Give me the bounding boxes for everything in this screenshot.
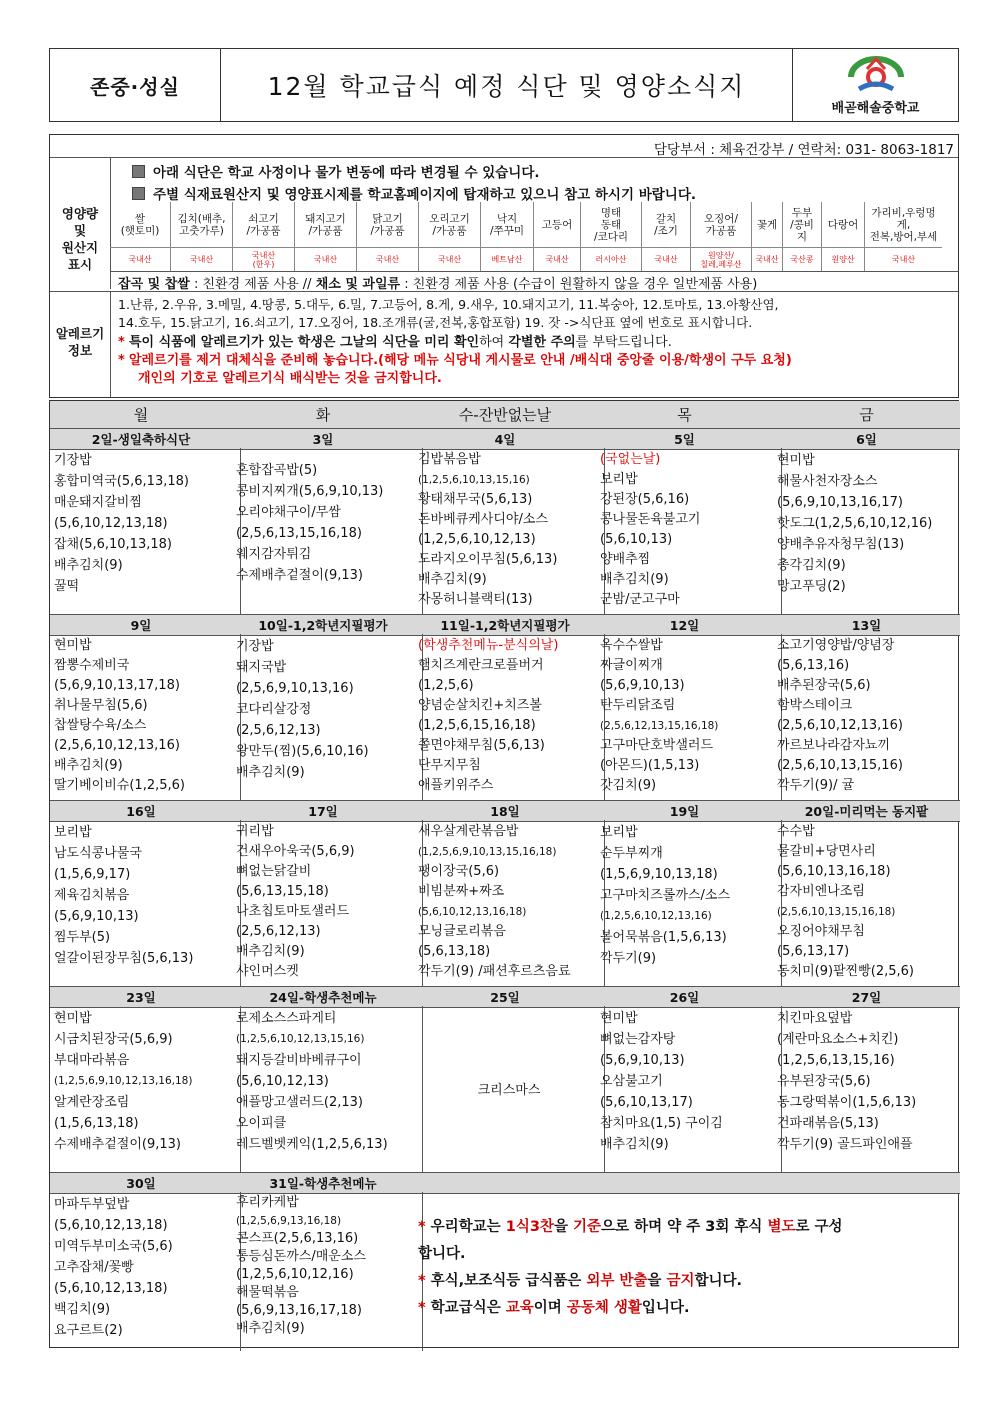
menu-item: 도라지오이무침(5,6,13)	[418, 552, 558, 567]
origin-column	[419, 202, 481, 271]
menu-item: 볼어묵볶음(1,5,6,13)	[600, 930, 727, 945]
date-header: 11일-1,2학년지필평가	[414, 614, 597, 636]
page-title: 12월 학교급식 예정 식단 및 영양소식지	[267, 72, 746, 101]
origin-column	[642, 202, 691, 271]
menu-cell	[232, 634, 423, 804]
origin-column	[865, 202, 942, 271]
menu-cell	[773, 820, 968, 990]
menu-item: 로제소스스파게티	[236, 1011, 337, 1026]
menu-cell	[596, 1006, 782, 1176]
menu-item: 갓김치(9)	[600, 778, 657, 793]
origin-country: 러시아산	[595, 255, 627, 264]
menu-item: 오이피클	[236, 1116, 287, 1131]
menu-item: 양념순살치킨+치즈볼	[418, 698, 542, 713]
menu-item: 수제배추겉절이(9,13)	[54, 1137, 181, 1152]
menu-item: 기장밥	[236, 639, 274, 654]
origin-column	[783, 202, 822, 271]
menu-item: 오징어야채무침	[777, 924, 865, 939]
menu-item: 배추김치(9)	[600, 572, 669, 587]
menu-item: (5,6,9,10,13,17,18)	[54, 678, 180, 693]
date-header: 2일-생일축하식단	[50, 428, 233, 450]
date-header: 20일-미리먹는 동지팥	[773, 800, 960, 822]
menu-cell	[232, 1192, 423, 1351]
menu-item: 양배추찜	[600, 552, 651, 567]
origin-country: 국내산 (한우)	[251, 250, 276, 269]
origin-item-name: 오리고기 /가공품	[419, 202, 480, 248]
menu-cell	[773, 634, 968, 804]
date-header	[596, 1172, 774, 1194]
menu-item: (2,5,6,10,12,13,16)	[777, 718, 903, 733]
menu-item: 깍두기(9) /패션후르츠음료	[418, 964, 571, 979]
menu-cell	[596, 820, 782, 990]
notice-origin-homepage: 주별 식재료원산지 및 영양표시제를 학교홈페이지에 탑재하고 있으니 참고 하시기 바랍니다.	[132, 183, 696, 203]
menu-item: 현미밥	[600, 1011, 638, 1026]
allergy-list-1: 1.난류, 2.우유, 3.메밀, 4.땅콩, 5.대두, 6.밀, 7.고등어, 8.게, 9.새우, 10.돼지고기, 11.복숭아, 12.토마토, 13.아황산염,	[118, 297, 779, 312]
date-header: 12일	[596, 614, 774, 636]
menu-item: 짜글이찌개	[600, 658, 663, 673]
origin-country: 원양산	[831, 255, 855, 264]
menu-item: (5,6,9,10,13)	[600, 678, 685, 693]
origin-item-name: 쇠고기 /가공품	[233, 202, 294, 248]
menu-item: 깍두기(9) 골드파인애플	[777, 1137, 913, 1152]
menu-item: (학생추천메뉴-분식의날)	[418, 638, 559, 653]
menu-item: 잡채(5,6,10,13,18)	[54, 537, 172, 552]
menu-item: 보리밥	[54, 825, 92, 840]
date-header: 9일	[50, 614, 233, 636]
menu-item: (2,5,6,9,10,13,16)	[236, 681, 354, 696]
menu-item: 웨지감자튀김	[236, 547, 312, 562]
menu-item: 매운돼지갈비찜	[54, 495, 142, 510]
allergy-list-2: 14.호두, 15.닭고기, 16.쇠고기, 17.오징어, 18.조개류(굴,전복,홍합포함) 19. 잣 ->식단표 옆에 번호로 표시합니다.	[118, 315, 753, 330]
origin-country: 국내산	[189, 255, 214, 264]
menu-item: 탄두리닭조림	[600, 698, 676, 713]
menu-item: (1,2,5,6,10,12,13,16)	[600, 910, 712, 922]
menu-cell	[414, 634, 605, 804]
menu-item: (5,6,10,12,13)	[236, 1074, 329, 1089]
menu-item: 치킨마요덮밥	[777, 1011, 853, 1026]
menu-cell	[232, 448, 423, 628]
menu-item: 배추김치(9)	[54, 558, 123, 573]
menu-item: (2,5,6,10,13,15,16)	[777, 758, 903, 773]
menu-cell	[50, 1006, 241, 1176]
menu-item: 망고푸딩(2)	[777, 579, 846, 594]
menu-item: 돼지등갈비바베큐구이	[236, 1053, 362, 1068]
weekday-header: 금	[773, 401, 960, 429]
menu-item: (5,6,9,13,16,17,18)	[236, 1303, 362, 1318]
menu-cell	[50, 1192, 241, 1351]
date-header: 16일	[50, 800, 233, 822]
department-contact: 담당부서 : 체육건강부 / 연락처: 031- 8063-1817	[653, 142, 954, 158]
menu-item: 해물떡볶음	[236, 1285, 299, 1300]
school-name: 배곧해솔중학교	[831, 100, 920, 116]
origin-item-name: 명태 동태 /코다리	[581, 202, 641, 248]
menu-item: (1,5,6,9,10,13,18)	[600, 867, 718, 882]
menu-item: 시금치된장국(5,6,9)	[54, 1032, 173, 1047]
menu-item: (2,5,6,12,13,15,16,18)	[600, 720, 719, 732]
menu-cell	[773, 1006, 968, 1176]
date-header: 27일	[773, 986, 960, 1008]
origin-table	[110, 202, 958, 271]
origin-item-name: 닭고기 /가공품	[357, 202, 418, 248]
school-notes	[418, 1214, 954, 1322]
origin-country: 원양산/ 칠레,페루산	[700, 250, 742, 269]
date-header: 4일	[414, 428, 597, 450]
menu-item: 옥수수쌀밥	[600, 638, 663, 653]
menu-item: 기장밥	[54, 453, 92, 468]
menu-item: (계란마요소스+치킨)	[777, 1032, 899, 1047]
menu-item: (2,5,6,10,12,13,16)	[54, 738, 180, 753]
menu-item: 알계란장조림	[54, 1095, 130, 1110]
menu-item: 오삼불고기	[600, 1074, 663, 1089]
menu-item: (5,6,9,10,13,16,17)	[777, 495, 903, 510]
menu-item: (5,6,13,16)	[777, 658, 850, 673]
menu-item: 팽이장국(5,6)	[418, 864, 500, 879]
menu-item: 배추김치(9)	[236, 1321, 305, 1336]
menu-item: 수제배추겉절이(9,13)	[236, 568, 363, 583]
menu-item: 딸기베이비슈(1,2,5,6)	[54, 778, 185, 793]
menu-item: (5,6,10,12,13,18)	[54, 1281, 168, 1296]
date-header	[773, 1172, 960, 1194]
menu-item: 김밥볶음밥	[418, 452, 481, 467]
menu-item: 마파두부덮밥	[54, 1197, 130, 1212]
menu-item: (2,5,6,10,13,15,16,18)	[777, 906, 896, 918]
menu-item: 배추김치(9)	[236, 765, 305, 780]
menu-cell	[414, 448, 605, 618]
menu-item: 물갈비+당면사리	[777, 844, 876, 859]
menu-item: 함박스테이크	[777, 698, 853, 713]
menu-item: 샤인머스켓	[236, 964, 299, 979]
menu-item: 배추된장국(5,6)	[777, 678, 871, 693]
school-emblem-icon	[841, 55, 911, 95]
weekday-header: 월	[50, 401, 233, 429]
menu-item: 콘스프(2,5,6,13,16)	[236, 1231, 359, 1246]
date-header: 6일	[773, 428, 960, 450]
menu-item: 단무지무침	[418, 758, 481, 773]
date-header: 19일	[596, 800, 774, 822]
origin-country: 국내산	[891, 255, 916, 264]
date-header: 5일	[596, 428, 774, 450]
info-section	[49, 134, 959, 398]
menu-item: (5,6,10,12,13,16,18)	[418, 906, 527, 918]
origin-column	[233, 202, 295, 271]
menu-item: 까르보나라감자뇨끼	[777, 738, 891, 753]
menu-item: 배추김치(9)	[54, 758, 123, 773]
eco-products-line: 잡곡 및 찹쌀 : 친환경 제품 사용 // 채소 및 과일류 : 친환경 제품 사용 (수급이 원활하지 않을 경우 일반제품 사용)	[118, 277, 758, 292]
origin-country: 국내산	[755, 255, 779, 264]
origin-column	[357, 202, 419, 271]
origin-column	[171, 202, 233, 271]
cube-bullet-icon	[132, 165, 145, 178]
allergy-label: 알레르기 정보	[55, 326, 105, 358]
menu-item: 코다리살강정	[236, 702, 312, 717]
menu-cell	[773, 448, 968, 618]
origin-country: 국내산	[437, 255, 462, 264]
menu-item: 참치마요(1,5) 구이김	[600, 1116, 723, 1131]
date-header: 10일-1,2학년지필평가	[232, 614, 415, 636]
menu-item: (5,6,10,12,13,18)	[54, 1218, 168, 1233]
menu-item: 남도식콩나물국	[54, 846, 142, 861]
menu-item: 짬뽕수제비국	[54, 658, 130, 673]
menu-item: (1,2,5,6,9,13,16,18)	[236, 1215, 342, 1227]
menu-item: (1,2,5,6,9,10,13,15,16,18)	[418, 846, 557, 858]
menu-item: 현미밥	[777, 453, 815, 468]
menu-item: 양배추유자청무침(13)	[777, 537, 905, 552]
date-header: 13일	[773, 614, 960, 636]
school-logo	[792, 49, 958, 121]
origin-item-name: 두부 /콩비 지	[783, 202, 821, 248]
menu-item: 고구마단호박샐러드	[600, 738, 714, 753]
origin-country: 국산콩	[790, 255, 814, 264]
menu-item: 뼈없는닭갈비	[236, 864, 312, 879]
menu-item: 부대마라볶음	[54, 1053, 130, 1068]
menu-item: (5,6,10,12,13,18)	[54, 516, 168, 531]
origin-column	[481, 202, 534, 271]
origin-column	[581, 202, 642, 271]
menu-item: (5,6,10,13)	[600, 532, 673, 547]
menu-item: 고추잡채/꽃빵	[54, 1260, 134, 1275]
menu-item: (5,6,13,17)	[777, 944, 850, 959]
menu-item: 현미밥	[54, 1011, 92, 1026]
menu-item: 꿀떡	[54, 579, 80, 594]
origin-column	[822, 202, 865, 271]
note-takeout-ban: * 후식,보조식등 급식품은 외부 반출을 금지합니다.	[418, 1273, 743, 1289]
menu-item: 후리카케밥	[236, 1195, 299, 1210]
origin-country: 국내산	[654, 255, 678, 264]
menu-item: (1,5,6,9,17)	[54, 867, 131, 882]
menu-cell	[596, 634, 782, 804]
menu-item: 뼈없는감자탕	[600, 1032, 676, 1047]
origin-label: 영양량 및 원산지 표시	[61, 206, 99, 272]
menu-grid	[49, 400, 959, 1348]
menu-item: 비빔분짜+짜조	[418, 884, 505, 899]
menu-item: (2,5,6,12,13)	[236, 924, 321, 939]
weekday-header: 화	[232, 401, 415, 429]
origin-column	[110, 202, 171, 271]
date-header: 23일	[50, 986, 233, 1008]
origin-column	[295, 202, 357, 271]
menu-item: 햄치즈계란크로플버거	[418, 658, 544, 673]
date-header: 30일	[50, 1172, 233, 1194]
menu-item: 순두부찌개	[600, 846, 663, 861]
menu-item: 소고기영양밥/양념장	[777, 638, 895, 653]
menu-item: 해물사천자장소스	[777, 474, 878, 489]
menu-item: 황태채무국(5,6,13)	[418, 492, 533, 507]
menu-item: 자몽허니블랙티(13)	[418, 592, 533, 607]
menu-item: 애플망고샐러드(2,13)	[236, 1095, 363, 1110]
menu-item: (2,5,6,13,15,16,18)	[236, 526, 362, 541]
origin-item-name: 낙지 /쭈꾸미	[481, 202, 533, 248]
menu-item: (5,6,10,13,16,18)	[777, 864, 891, 879]
menu-item: (1,5,6,13,18)	[54, 1116, 139, 1131]
allergy-substitute: * 알레르기를 제거 대체식을 준비해 놓습니다.(해당 메뉴 식당내 게시물로 안내 /배식대 중앙줄 이용/학생이 구두 요청)	[118, 353, 792, 368]
menu-cell	[232, 820, 423, 990]
menu-item: 건파래볶음(5,13)	[777, 1116, 879, 1131]
origin-column	[691, 202, 752, 271]
menu-item: 제육김치볶음	[54, 888, 130, 903]
menu-item: 보리밥	[600, 472, 638, 487]
menu-item: (5,6,10,13,17)	[600, 1095, 693, 1110]
menu-item: 돈바베큐케사디야/소스	[418, 512, 548, 527]
menu-item: 배추김치(9)	[418, 572, 487, 587]
origin-country: 국내산	[128, 255, 152, 264]
origin-item-name: 꽃게	[752, 202, 782, 248]
menu-item: 돼지국밥	[236, 660, 287, 675]
menu-cell	[50, 448, 241, 618]
date-header: 17일	[232, 800, 415, 822]
menu-cell	[414, 1006, 605, 1176]
menu-item: 얼갈이된장무침(5,6,13)	[54, 951, 194, 966]
origin-item-name: 김치(배추, 고춧가루)	[171, 202, 232, 248]
menu-item: (1,2,5,6)	[418, 678, 474, 693]
menu-item: (5,6,9,10,13)	[54, 909, 139, 924]
origin-item-name: 쌀 (햇토미)	[110, 202, 170, 248]
weekday-header: 수-잔반없는날	[414, 401, 597, 429]
origin-country: 베트남산	[491, 255, 523, 264]
menu-item: (국없는날)	[600, 452, 661, 467]
origin-item-name: 가리비,우렁멍게, 전복,방어,부세	[865, 202, 942, 248]
menu-cell	[50, 634, 241, 804]
origin-column	[752, 202, 783, 271]
menu-item: (1,2,5,6,15,16,18)	[418, 718, 536, 733]
menu-item: (1,2,5,6,13,15,16)	[777, 1053, 895, 1068]
date-header: 3일	[232, 428, 415, 450]
menu-item: 혼합잡곡밥(5)	[236, 463, 318, 478]
note-meal-structure: * 우리학교는 1식3찬을 기준으로 하며 약 주 3회 후식 별도로 구성 합니다.	[418, 1219, 843, 1262]
menu-item: 새우살계란볶음밥	[418, 824, 519, 839]
menu-item: 홍합미역국(5,6,13,18)	[54, 474, 189, 489]
school-motto: 존중·성실	[50, 49, 221, 121]
menu-item: (2,5,6,12,13)	[236, 723, 321, 738]
origin-item-name: 갈치 /조기	[642, 202, 690, 248]
menu-item: 크리스마스	[477, 1083, 541, 1098]
menu-item: 나초칩토마토샐러드	[236, 904, 350, 919]
allergy-preference-ban: 개인의 기호로 알레르기식 배식받는 것을 금지합니다.	[138, 371, 442, 386]
menu-item: 군밤/군고구마	[600, 592, 680, 607]
allergy-warning: * 특이 식품에 알레르기가 있는 학생은 그날의 식단을 미리 확인하여 각별한 주의를 부탁드립니다.	[118, 335, 672, 350]
menu-item: 유부된장국(5,6)	[777, 1074, 871, 1089]
menu-item: 강된장(5,6,16)	[600, 492, 690, 507]
menu-cell	[232, 1006, 423, 1176]
menu-item: 콩비지찌개(5,6,9,10,13)	[236, 484, 384, 499]
menu-item: 총각김치(9)	[777, 558, 846, 573]
date-header	[414, 1172, 597, 1194]
menu-item: 고구마치즈롤까스/소스	[600, 888, 730, 903]
menu-item: 쫄면야채무침(5,6,13)	[418, 738, 545, 753]
date-header: 18일	[414, 800, 597, 822]
menu-item: (5,6,9,10,13)	[600, 1053, 685, 1068]
date-header: 31일-학생추천메뉴	[232, 1172, 415, 1194]
menu-item: 건새우아욱국(5,6,9)	[236, 844, 355, 859]
menu-item: 현미밥	[54, 638, 92, 653]
menu-item: 찹쌀탕수육/소스	[54, 718, 147, 733]
notice-menu-change: 아래 식단은 학교 사정이나 물가 변동에 따라 변경될 수 있습니다.	[132, 161, 540, 181]
menu-item: 콩나물돈육불고기	[600, 512, 701, 527]
menu-item: (5,6,13,15,18)	[236, 884, 329, 899]
menu-item: (아몬드)(1,5,13)	[600, 758, 700, 773]
menu-cell	[596, 448, 782, 618]
menu-item: (1,2,5,6,9,10,12,13,16,18)	[54, 1075, 193, 1087]
note-education: * 학교급식은 교육이며 공동체 생활입니다.	[418, 1300, 690, 1316]
menu-item: 미역두부미소국(5,6)	[54, 1239, 173, 1254]
menu-item: 찜두부(5)	[54, 930, 111, 945]
menu-item: 깍두기(9)/ 귤	[777, 778, 855, 793]
menu-item: 통등심돈까스/매운소스	[236, 1249, 366, 1264]
menu-item: 백김치(9)	[54, 1302, 111, 1317]
menu-item: 왕만두(찜)(5,6,10,16)	[236, 744, 369, 759]
menu-item: 동치미(9)팥찐빵(2,5,6)	[777, 964, 914, 979]
origin-item-name: 돼지고기 /가공품	[295, 202, 356, 248]
menu-item: 애플키위주스	[418, 778, 494, 793]
menu-item: 동그랑떡볶이(1,5,6,13)	[777, 1095, 917, 1110]
origin-column	[534, 202, 581, 271]
origin-country: 국내산	[313, 255, 338, 264]
date-header: 24일-학생추천메뉴	[232, 986, 415, 1008]
menu-item: 모닝글로리볶음	[418, 924, 506, 939]
menu-cell	[50, 820, 241, 990]
menu-item: 오리야채구이/무쌈	[236, 505, 341, 520]
menu-cell	[414, 820, 605, 990]
menu-item: (1,2,5,6,10,12,13)	[418, 532, 536, 547]
origin-item-name: 다랑어	[822, 202, 864, 248]
menu-item: (5,6,13,18)	[418, 944, 491, 959]
menu-item: 핫도그(1,2,5,6,10,12,16)	[777, 516, 933, 531]
menu-item: 배추김치(9)	[236, 944, 305, 959]
origin-item-name: 고등어	[534, 202, 580, 248]
origin-item-name: 오징어/ 가공품	[691, 202, 751, 248]
origin-country: 국내산	[545, 255, 569, 264]
menu-item: 귀리밥	[236, 824, 274, 839]
menu-item: 감자비엔나조림	[777, 884, 865, 899]
menu-item: 요구르트(2)	[54, 1323, 123, 1338]
menu-item: (1,2,5,6,10,13,15,16)	[418, 474, 530, 486]
menu-item: (1,2,5,6,10,12,13,15,16)	[236, 1033, 365, 1045]
page-header	[49, 48, 959, 122]
date-header: 26일	[596, 986, 774, 1008]
menu-item: 깍두기(9)	[600, 951, 657, 966]
weekday-header: 목	[596, 401, 774, 429]
menu-item: (1,2,5,6,10,12,16)	[236, 1267, 354, 1282]
menu-item: 배추김치(9)	[600, 1137, 669, 1152]
menu-item: 취나물무침(5,6)	[54, 698, 148, 713]
cube-bullet-icon	[132, 187, 145, 200]
origin-country: 국내산	[375, 255, 400, 264]
date-header: 25일	[414, 986, 597, 1008]
menu-item: 보리밥	[600, 825, 638, 840]
menu-item: 레드벨벳케익(1,2,5,6,13)	[236, 1137, 388, 1152]
menu-item: 수수밥	[777, 824, 815, 839]
